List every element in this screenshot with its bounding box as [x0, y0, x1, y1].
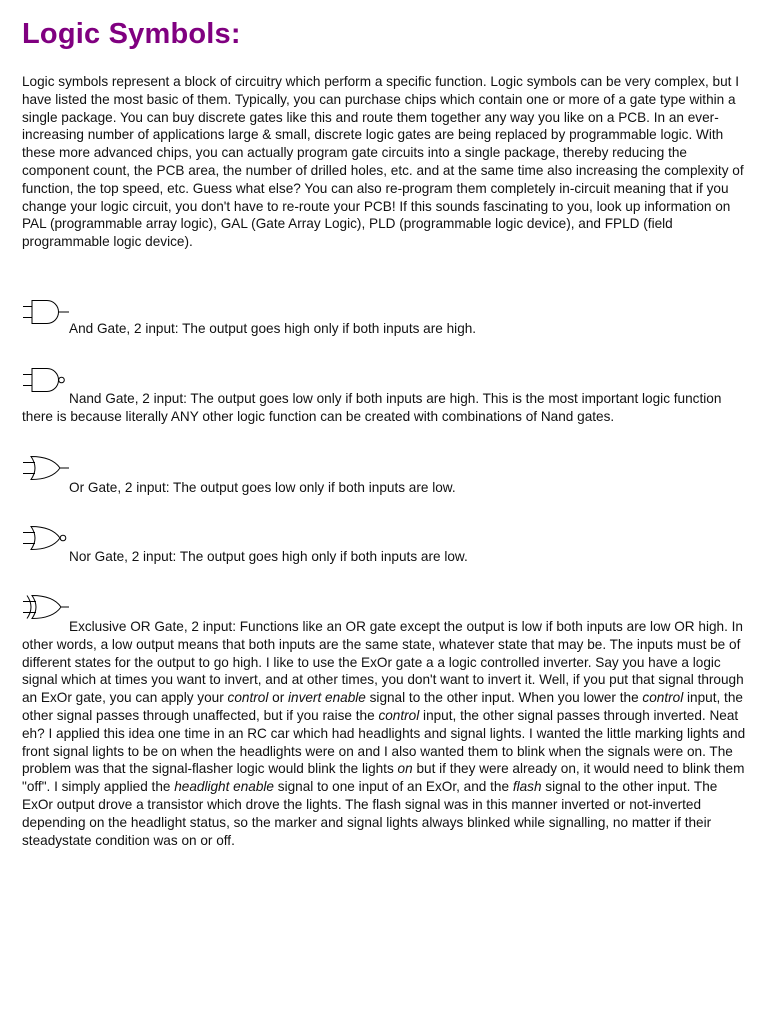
page-title: Logic Symbols: [22, 18, 241, 50]
nor-gate-description: Nor Gate, 2 input: The output goes high only if both inputs are low. [69, 549, 468, 564]
xor-gate-description: Exclusive OR Gate, 2 input: Functions like an OR gate except the output is low if both inputs are low OR high. In other words, a low output means that both inputs are the same state, whatever state that may be. The inputs must be of different states for the output to go high. I like to use the ExOr gate a a logic controlled inverter. Say you have a logic signal which at times you want to invert, and at other times, you don't want to invert it. Well, if you put that signal through an ExOr gate, you can apply your control or invert enable signal to the other input. When you lower the control input, the other signal passes through unaffected, but if you raise the control input, the other signal passes through inverted. Neat eh? I applied this idea one time in an RC car which had headlights and signal lights. I wanted the little marking lights and front signal lights to be on when the headlights were on and I also wanted them to blink when the signals were on. The problem was that the signal-flasher logic would blink the lights on but if they were already on, it would need to blink them "off". I simply applied the headlight enable signal to one input of an ExOr, and the flash signal to the other input. The ExOr output drove a transistor which drove the lights. The flash signal was in this manner inverted or not-inverted depending on the headlight status, so the marker and signal lights always blinked while signalling, no matter if their steadystate condition was on or off. [22, 619, 746, 848]
xor-gate-icon [22, 592, 72, 622]
or-gate-icon [22, 453, 72, 483]
and-gate-section [22, 297, 748, 338]
nor-gate-section [22, 523, 748, 566]
nand-gate-description: Nand Gate, 2 input: The output goes low only if both inputs are high. This is the most important logic function there is because literally ANY other logic function can be created with combinations of Nand gates. [22, 391, 722, 424]
and-gate-icon [22, 297, 72, 327]
nand-gate-icon [22, 365, 72, 395]
and-gate-description: And Gate, 2 input: The output goes high only if both inputs are high. [69, 321, 477, 336]
intro-paragraph: Logic symbols represent a block of circuitry which perform a specific function. Logic symbols can be very complex, but I have listed the most basic of them. Typically, you can purchase chips which contain one or more of a gate type within a single package. You can buy discrete gates like this and route them together any way you like on a PCB. In an ever-increasing number of applications large & small, discrete logic gates are being replaced by programmable logic. With these more advanced chips, you can actually program gate circuits into a single package, thereby reducing the component count, the PCB area, the number of drilled holes, etc. and at the same time also increasing the complexity of function, the top speed, etc. Guess what else? You can also re-program them completely in-circuit meaning that if you change your logic circuit, you don't have to re-route your PCB! If this sounds fascinating to you, look up information on PAL (programmable array logic), GAL (Gate Array Logic), PLD (programmable logic device), and FPLD (field programmable logic device). [22, 74, 744, 250]
nand-gate-section [22, 365, 748, 426]
or-gate-section [22, 453, 748, 497]
nor-gate-icon [22, 523, 72, 553]
xor-gate-section [22, 592, 748, 849]
or-gate-description: Or Gate, 2 input: The output goes low only if both inputs are low. [69, 480, 456, 495]
